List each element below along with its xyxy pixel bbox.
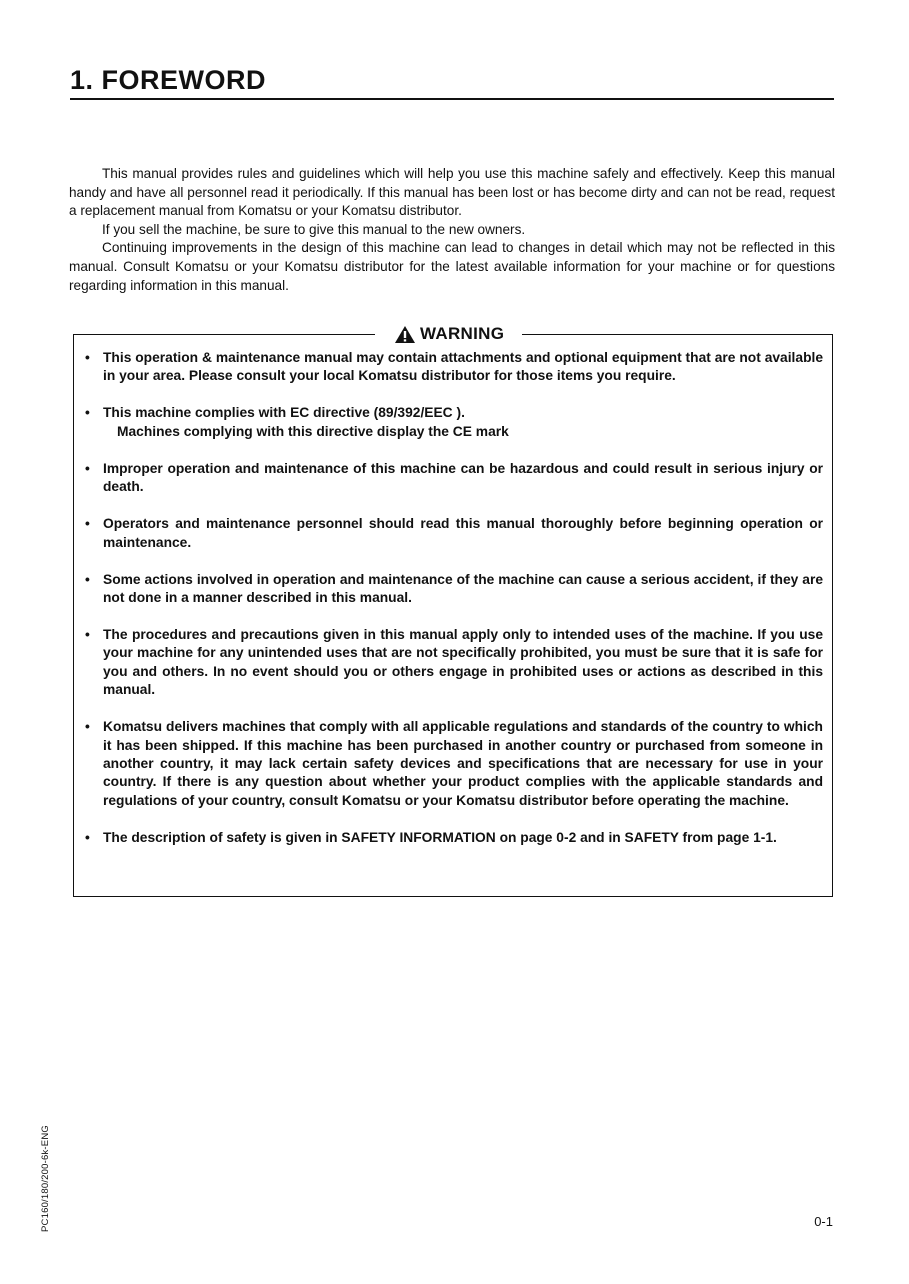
bullet-mark: •	[85, 719, 90, 735]
warning-item-subline: Machines complying with this directive display the CE mark	[117, 423, 509, 439]
warning-item	[83, 404, 823, 441]
warning-item	[83, 349, 823, 386]
warning-item-text: Komatsu delivers machines that comply with all applicable regulations and standards of the country to which it has been shipped. If this machine has been purchased in another country or purchased from someone in another country, it may lack certain safety devices and specifications that are necessary for use in your country. If there is any question about whether your product complies with the applicable standards and regulations of your country, consult Komatsu or your Komatsu distributor before operating the machine.	[103, 719, 823, 808]
intro-paragraph: This manual provides rules and guidelines which will help you use this machine safely and effectively. Keep this manual handy and have all personnel read it periodically. If this manual has been lost or has become dirty and can not be read, request a replacement manual from Komatsu or your Komatsu distributor.	[69, 166, 835, 219]
warning-list	[83, 349, 823, 866]
section-heading	[70, 64, 834, 100]
warning-item-text: The procedures and precautions given in this manual apply only to intended uses of the machine. If you use your machine for any unintended uses that are not specifically prohibited, you must be sure that it is safe for you and others. In no event should you or others engage in prohibited uses or actions as described in this manual.	[103, 627, 823, 698]
warning-item-text: Operators and maintenance personnel should read this manual thoroughly before beginning operation or maintenance.	[103, 516, 823, 550]
warning-item	[83, 829, 823, 847]
warning-item-text: The description of safety is given in SAFETY INFORMATION on page 0-2 and in SAFETY from page 1-1.	[103, 829, 777, 845]
page-number: 0-1	[814, 1214, 833, 1229]
document-code: PC160/180/200-6k-ENG	[40, 1125, 51, 1232]
warning-title: WARNING	[420, 324, 505, 343]
warning-item	[83, 515, 823, 552]
warning-item-text: Some actions involved in operation and maintenance of the machine can cause a serious accident, if they are not done in a manner described in this manual.	[103, 571, 823, 606]
bullet-mark: •	[85, 829, 90, 845]
warning-item-text: This machine complies with EC directive (89/392/EEC ).	[103, 405, 465, 421]
bullet-mark: •	[85, 516, 90, 532]
warning-item-text: Improper operation and maintenance of this machine can be hazardous and could result in serious injury or death.	[103, 460, 823, 495]
intro-paragraph: If you sell the machine, be sure to give this manual to the new owners.	[102, 221, 526, 237]
warning-item	[83, 626, 823, 700]
warning-header	[394, 322, 504, 346]
intro-paragraph: Continuing improvements in the design of this machine can lead to changes in detail which may not be reflected in this manual. Consult Komatsu or your Komatsu distributor for the latest available information for your machine or for questions regarding information in this manual.	[69, 240, 835, 293]
page-title: 1. FOREWORD	[70, 65, 267, 95]
foreword-intro	[69, 165, 835, 295]
bullet-mark: •	[85, 627, 90, 643]
warning-item	[83, 460, 823, 497]
bullet-mark: •	[85, 405, 90, 421]
warning-item	[83, 718, 823, 810]
warning-item-text: This operation & maintenance manual may contain attachments and optional equipment that are not available in your area. Please consult your local Komatsu distributor for those items you require.	[103, 350, 823, 384]
warning-triangle-icon	[394, 325, 416, 344]
bullet-mark: •	[85, 460, 90, 476]
warning-item	[83, 571, 823, 608]
bullet-mark: •	[85, 350, 90, 365]
bullet-mark: •	[85, 571, 90, 587]
